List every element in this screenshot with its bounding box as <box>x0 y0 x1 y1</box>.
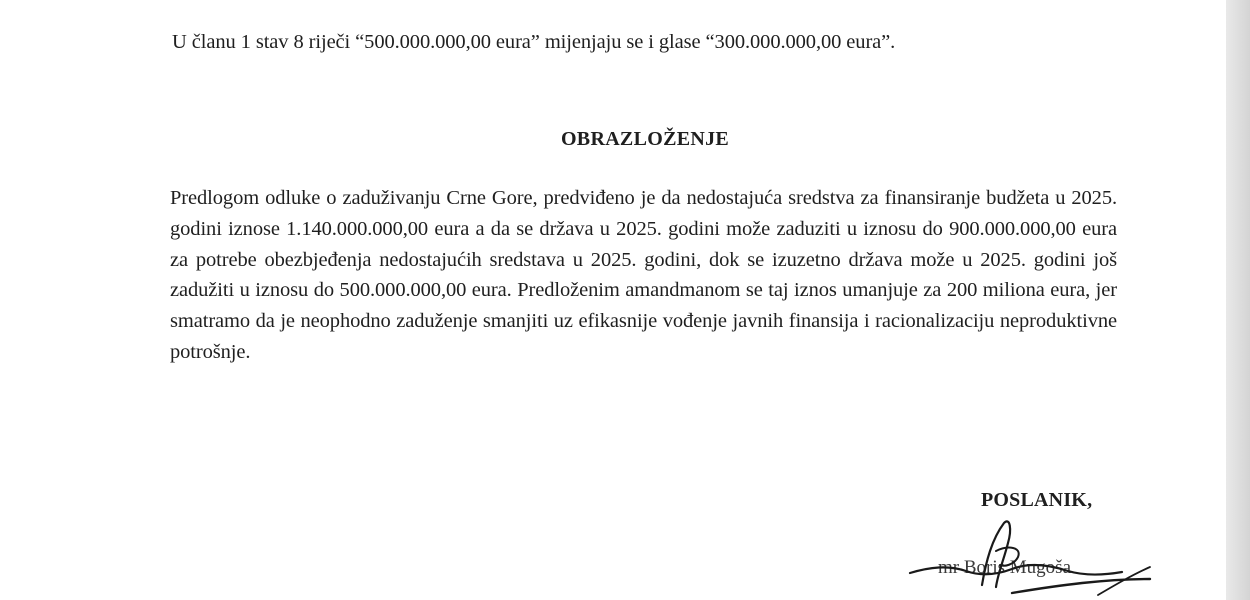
signer-title: POSLANIK, <box>981 489 1093 511</box>
viewer-right-gutter <box>1226 0 1250 600</box>
section-heading: OBRAZLOŽENJE <box>560 128 730 150</box>
handwritten-signature <box>900 515 1200 600</box>
signer-name: mr Boris Mugoša <box>938 557 1071 578</box>
amendment-text: U članu 1 stav 8 riječi “500.000.000,00 eura” mijenjaju se i glase “300.000.000,00 eura”. <box>172 31 896 53</box>
explanation-paragraph: Predlogom odluke o zaduživanju Crne Gore, predviđeno je da nedostajuća sredstva za finansiranje budžeta u 2025. godini iznose 1.140.000.000,00 eura a da se država u 2025. godini može zaduziti u iznosu do 900.000.000,00 eura za potrebe obezbjeđenja nedostajućih sredstava u 2025. godini, dok se izuzetno država može u 2025. godini još zadužiti u iznosu do 500.000.000,00 eura. Predloženim amandmanom se taj iznos umanjuje za 200 miliona eura, jer smatramo da je neophodno zaduženje smanjiti uz efikasnije vođenje javnih finansija i racionalizaciju neproduktivne potrošnje. <box>170 187 1117 363</box>
